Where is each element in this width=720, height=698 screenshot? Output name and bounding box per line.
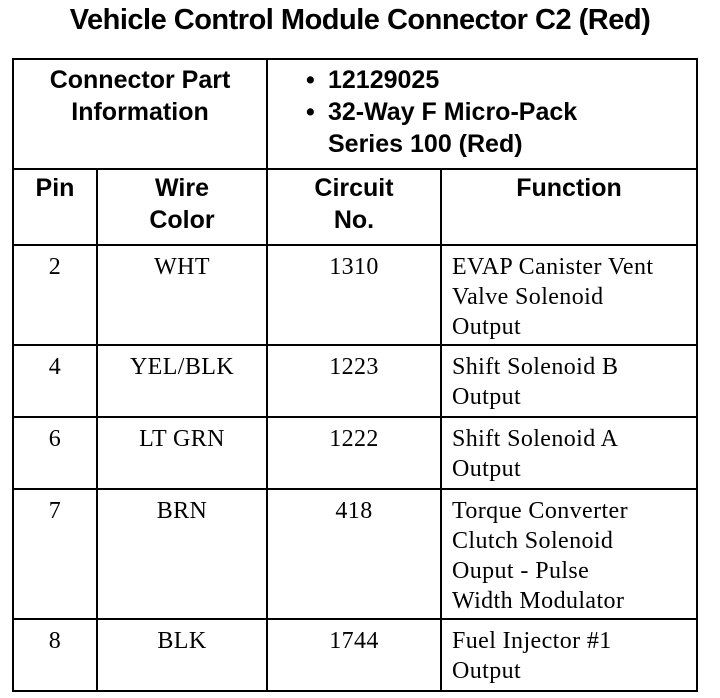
header-circuit-line1: Circuit: [314, 174, 394, 202]
connector-type-line1: 32-Way F Micro-Pack: [328, 98, 578, 126]
pin-cell: 8: [13, 619, 97, 691]
function-line: Output: [452, 658, 522, 684]
table-row: [13, 345, 697, 417]
header-circuit: [267, 169, 441, 245]
header-function: [441, 169, 697, 245]
part-info-values-cell: [267, 59, 697, 169]
function-line: Shift Solenoid A: [452, 426, 619, 452]
table-row: [13, 417, 697, 489]
function-line: Fuel Injector #1: [452, 628, 612, 654]
header-pin-label: Pin: [35, 174, 75, 202]
part-info-label-cell: [13, 59, 267, 169]
wire-color-cell: LT GRN: [97, 417, 267, 489]
connector-table: [12, 58, 698, 692]
function-cell: [441, 417, 697, 489]
function-line: Shift Solenoid B: [452, 354, 619, 380]
header-wire-color-line2: Color: [149, 206, 215, 234]
wire-color-cell: BLK: [97, 619, 267, 691]
table-row: [13, 245, 697, 345]
header-function-label: Function: [516, 174, 622, 202]
circuit-cell: 1222: [267, 417, 441, 489]
wire-color-cell: WHT: [97, 245, 267, 345]
circuit-cell: 418: [267, 489, 441, 619]
wire-color-cell: YEL/BLK: [97, 345, 267, 417]
pin-cell: 4: [13, 345, 97, 417]
part-number-item: [306, 64, 696, 96]
function-line: Ouput - Pulse: [452, 558, 590, 584]
function-line: Clutch Solenoid: [452, 528, 614, 554]
circuit-cell: 1744: [267, 619, 441, 691]
function-cell: [441, 345, 697, 417]
header-pin: [13, 169, 97, 245]
part-info-row: [13, 59, 697, 169]
function-line: Width Modulator: [452, 588, 625, 614]
table-row: [13, 619, 697, 691]
table-row: [13, 489, 697, 619]
connector-type-line2: Series 100 (Red): [328, 130, 523, 158]
wire-color-cell: BRN: [97, 489, 267, 619]
connector-type-item: [306, 96, 696, 128]
pin-cell: 7: [13, 489, 97, 619]
function-cell: [441, 619, 697, 691]
function-line: Torque Converter: [452, 498, 628, 524]
header-wire-color-line1: Wire: [155, 174, 209, 202]
pin-cell: 6: [13, 417, 97, 489]
function-cell: [441, 245, 697, 345]
page-title: Vehicle Control Module Connector C2 (Red): [69, 4, 651, 36]
function-line: Output: [452, 314, 522, 340]
function-line: EVAP Canister Vent: [452, 254, 654, 280]
part-info-label-line2: Information: [71, 98, 209, 126]
function-line: Output: [452, 456, 522, 482]
bullet-icon: •: [306, 98, 315, 126]
pin-cell: 2: [13, 245, 97, 345]
function-line: Valve Solenoid: [452, 284, 604, 310]
part-number: 12129025: [328, 66, 440, 94]
header-wire-color: [97, 169, 267, 245]
function-line: Output: [452, 384, 522, 410]
circuit-cell: 1223: [267, 345, 441, 417]
function-cell: [441, 489, 697, 619]
circuit-cell: 1310: [267, 245, 441, 345]
part-info-label-line1: Connector Part: [49, 66, 231, 94]
bullet-icon: •: [306, 66, 315, 94]
header-row: [13, 169, 697, 245]
header-circuit-line2: No.: [333, 206, 375, 234]
